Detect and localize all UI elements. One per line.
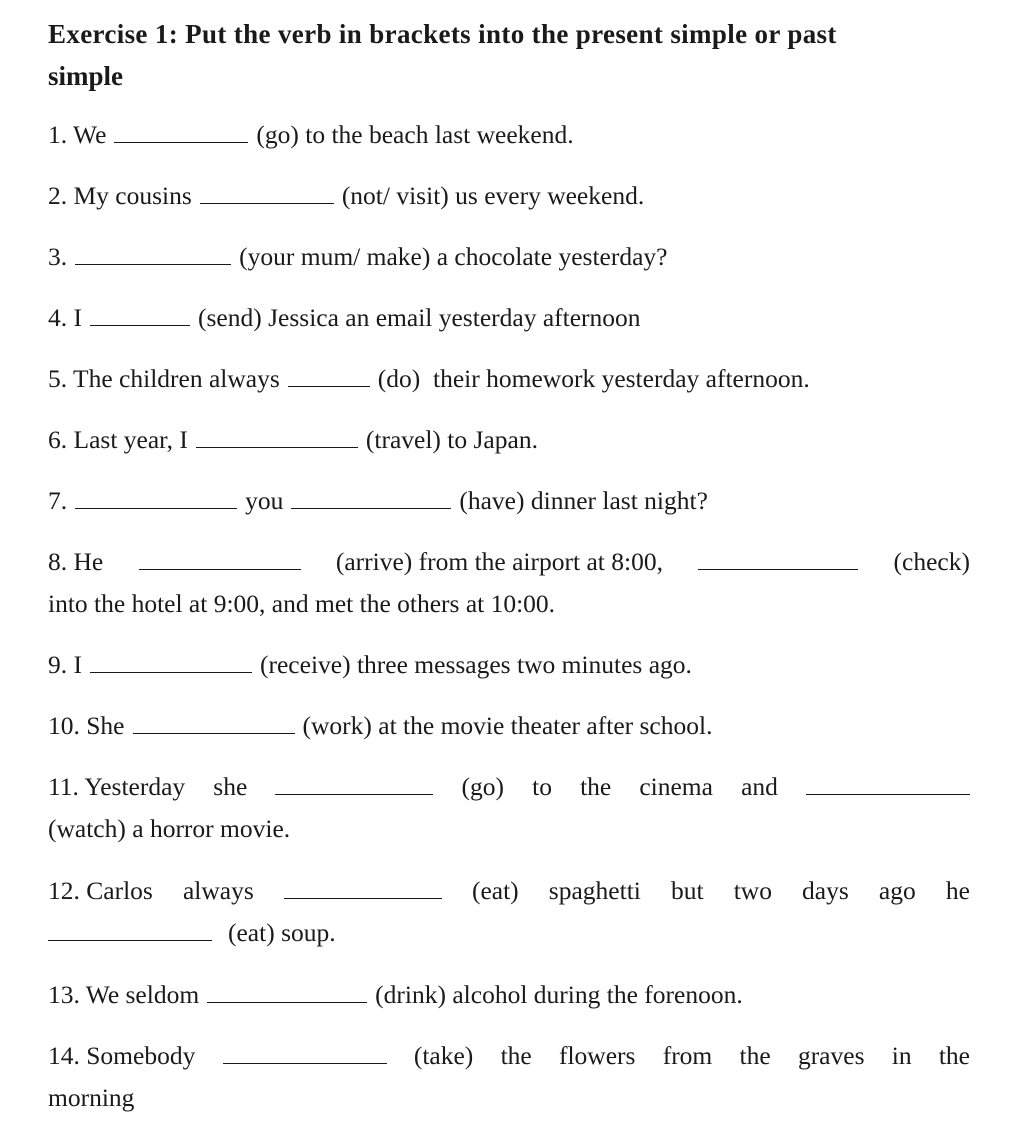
item-11-word-7: and — [741, 772, 778, 801]
exercise-item-8 — [48, 541, 970, 625]
item-8-blank-2[interactable] — [698, 547, 858, 570]
item-1-text-a: 1. We — [48, 120, 107, 149]
item-11-text-h: (watch) a horror movie. — [48, 814, 291, 843]
item-14-word-6: the — [739, 1041, 771, 1070]
exercise-item-2 — [48, 175, 970, 217]
exercise-title-line1 — [48, 13, 970, 55]
item-12-blank-2[interactable] — [48, 918, 212, 941]
item-14-text-j: morning — [48, 1083, 135, 1112]
item-11-blank-2[interactable] — [806, 772, 970, 795]
exercise-title-line2: simple — [48, 61, 124, 91]
item-11-word-6: cinema — [639, 772, 713, 801]
exercise-item-13 — [48, 974, 970, 1016]
item-3-blank[interactable] — [75, 242, 231, 265]
item-13-text-b: (drink) alcohol during the forenoon. — [375, 980, 743, 1009]
item-8-text-a: 8. He — [48, 547, 104, 576]
item-12-word-4: spaghetti — [548, 876, 641, 905]
item-14-word-1: 14. Somebody — [48, 1041, 196, 1070]
item-1-text-b: (go) to the beach last weekend. — [256, 120, 574, 149]
item-1-blank[interactable] — [114, 120, 248, 143]
item-8-text-b: (arrive) from the airport at 8:00, — [335, 547, 663, 576]
item-11-word-3: (go) — [461, 772, 504, 801]
item-13-text-a: 13. We seldom — [48, 980, 200, 1009]
item-8-text-c: (check) — [893, 547, 970, 576]
item-10-text-a: 10. She — [48, 711, 125, 740]
item-13-blank[interactable] — [207, 980, 367, 1003]
item-11-word-4: to — [532, 772, 552, 801]
exercise-item-9 — [48, 644, 970, 686]
item-5-text-a: 5. The children always — [48, 364, 280, 393]
exercise-title-text: Exercise 1: Put the verb in brackets into the present simple or past — [48, 19, 837, 49]
item-6-text-a: 6. Last year, I — [48, 425, 188, 454]
item-14-word-2: (take) — [413, 1041, 474, 1070]
item-9-blank[interactable] — [90, 650, 252, 673]
item-12-word-9: he — [945, 876, 970, 905]
item-14-word-9: the — [938, 1041, 970, 1070]
item-12-word-3: (eat) — [471, 876, 519, 905]
exercise-item-3 — [48, 236, 970, 278]
item-4-text-b: (send) Jessica an email yesterday afternoon — [198, 303, 641, 332]
exercise-item-10 — [48, 705, 970, 747]
item-6-text-b: (travel) to Japan. — [365, 425, 538, 454]
item-6-blank[interactable] — [196, 425, 358, 448]
item-8-text-d: into the hotel at 9:00, and met the others at 10:00. — [48, 589, 556, 618]
item-12-text-j: (eat) soup. — [228, 918, 336, 947]
item-12-word-2: always — [182, 876, 254, 905]
exercise-item-4 — [48, 297, 970, 339]
item-7-blank-1[interactable] — [75, 486, 237, 509]
item-12-word-7: days — [802, 876, 849, 905]
item-2-text-b: (not/ visit) us every weekend. — [341, 181, 645, 210]
item-14-word-7: graves — [797, 1041, 865, 1070]
item-14-word-8: in — [891, 1041, 912, 1070]
exercise-item-12 — [48, 870, 970, 954]
item-14-word-4: flowers — [558, 1041, 636, 1070]
item-14-word-3: the — [500, 1041, 532, 1070]
item-5-text-b: (do) their homework yesterday afternoon. — [377, 364, 810, 393]
item-12-word-6: two — [733, 876, 772, 905]
exercise-item-7 — [48, 480, 970, 522]
item-11-blank-1[interactable] — [275, 772, 433, 795]
item-10-text-b: (work) at the movie theater after school. — [302, 711, 713, 740]
item-7-text-a: 7. — [48, 486, 68, 515]
item-12-word-8: ago — [878, 876, 916, 905]
item-5-blank[interactable] — [288, 364, 370, 387]
item-2-blank[interactable] — [200, 181, 334, 204]
exercise-item-11 — [48, 766, 970, 850]
item-11-word-1: 11. Yesterday — [48, 772, 186, 801]
item-14-blank[interactable] — [223, 1041, 387, 1064]
item-3-text-b: (your mum/ make) a chocolate yesterday? — [239, 242, 668, 271]
item-4-text-a: 4. I — [48, 303, 82, 332]
item-12-blank-1[interactable] — [284, 876, 442, 899]
item-8-blank-1[interactable] — [139, 547, 301, 570]
item-11-word-2: she — [213, 772, 248, 801]
item-7-text-c: (have) dinner last night? — [459, 486, 708, 515]
exercise-item-5 — [48, 358, 970, 400]
exercise-item-6 — [48, 419, 970, 461]
item-4-blank[interactable] — [90, 303, 190, 326]
item-2-text-a: 2. My cousins — [48, 181, 192, 210]
item-7-blank-2[interactable] — [291, 486, 451, 509]
item-10-blank[interactable] — [133, 711, 295, 734]
item-12-word-1: 12. Carlos — [48, 876, 153, 905]
exercise-title — [48, 13, 970, 97]
exercise-item-14 — [48, 1035, 970, 1119]
exercise-item-1 — [48, 114, 970, 156]
item-14-word-5: from — [662, 1041, 713, 1070]
item-3-text-a: 3. — [48, 242, 68, 271]
item-9-text-b: (receive) three messages two minutes ago. — [260, 650, 692, 679]
item-9-text-a: 9. I — [48, 650, 82, 679]
item-7-text-b: you — [245, 486, 284, 515]
item-12-word-5: but — [670, 876, 704, 905]
item-11-word-5: the — [580, 772, 612, 801]
